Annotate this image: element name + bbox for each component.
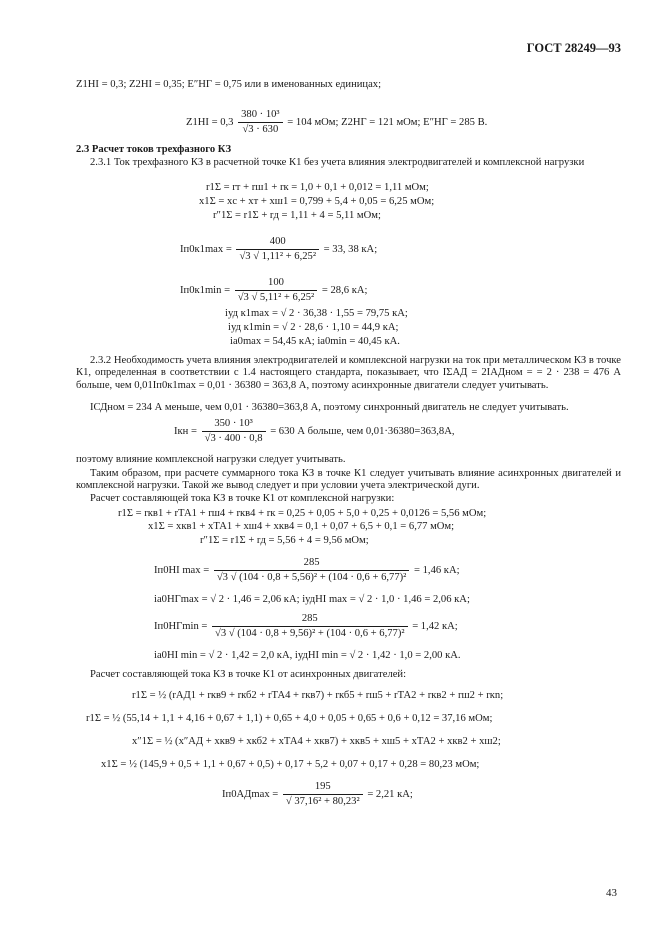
denominator: √3 √ 5,11² + 6,25²: [237, 292, 315, 303]
document-code: ГОСТ 28249—93: [526, 41, 621, 55]
denominator: √ 37,16² + 80,23²: [285, 796, 360, 807]
equation-r1-arc-load: r″1Σ = r1Σ + rд = 5,56 + 4 = 9,56 мОм;: [200, 535, 369, 546]
denominator: √3 · 630: [242, 124, 279, 135]
eq-lhs: Iп0НГmin =: [154, 620, 208, 632]
numerator: 285: [212, 613, 408, 627]
base-values-line: Z1НI = 0,3; Z2НI = 0,35; E″НГ = 0,75 или в именованных единицах;: [76, 79, 382, 90]
fraction: [235, 277, 318, 304]
conclusion-paragraph: Таким образом, при расчете суммарного тока КЗ в точке К1 следует учитывать влияние асинхронных двигателей и комплексной нагрузки. Такой же вывод следует и при условии учета электрической дуги.: [76, 468, 621, 492]
denominator: √3 √ (104 · 0,8 + 9,56)² + (104 · 0,6 + 6,77)²: [215, 628, 405, 639]
equation-r1: r1Σ = rт + rш1 + rк = 1,0 + 0,1 + 0,012 = 1,11 мОм;: [206, 182, 429, 193]
numerator: 195: [283, 781, 363, 795]
fraction: [202, 418, 266, 445]
synchronous-motor-note: IСДном = 234 А меньше, чем 0,01 · 36380=363,8 А, поэтому синхронный двигатель не следует учитывать.: [90, 402, 569, 413]
equation-ia0-iud-max: iа0НГmax = √ 2 · 1,46 = 2,06 кА; iудНI max = √ 2 · 1,0 · 1,46 = 2,06 кА;: [154, 594, 470, 605]
numerator: 350 · 10³: [202, 418, 266, 432]
fraction: [212, 613, 408, 640]
eq-rhs: = 1,46 кА;: [414, 564, 460, 576]
equation-ip0ng-min: [154, 613, 458, 640]
denominator: √3 · 400 · 0,8: [204, 433, 263, 444]
equation-ikn: [174, 418, 455, 445]
numerator: 400: [236, 236, 319, 250]
fraction: [283, 781, 363, 808]
eq-rhs: = 28,6 кА;: [321, 284, 368, 296]
eq-rhs: = 1,42 кА;: [412, 620, 458, 632]
equation-x1-load: x1Σ = xкв1 + xТА1 + xш4 + xкв4 = 0,1 + 0,07 + 6,5 + 0,1 = 6,77 мОм;: [148, 521, 455, 532]
eq-lhs: Iп0НI max =: [154, 564, 210, 576]
equation-iud-max: iуд к1max = √ 2 · 36,38 · 1,55 = 79,75 кА;: [225, 308, 408, 319]
complex-load-calc-heading: Расчет составляющей тока КЗ в точке К1 от комплексной нагрузки:: [90, 493, 395, 504]
eq-rhs: = 33, 38 кА;: [323, 243, 378, 255]
eq-rhs: = 104 мОм; Z2НГ = 121 мОм; E″НГ = 285 В.: [287, 116, 488, 128]
eq-lhs: Z1НI = 0,3: [186, 116, 234, 128]
equation-ia0-iud-min: iа0НI min = √ 2 · 1,42 = 2,0 кА, iудНI min = √ 2 · 1,42 · 1,0 = 2,00 кА.: [154, 650, 461, 661]
eq-lhs: Iкн =: [174, 425, 197, 437]
eq-rhs: = 2,21 кА;: [367, 788, 413, 800]
denominator: √3 √ (104 · 0,8 + 5,56)² + (104 · 0,6 + 6,77)²: [216, 572, 407, 583]
eq-lhs: Iп0АДmax =: [222, 788, 279, 800]
equation-r1-motors: r1Σ = ½ (rАД1 + rкв9 + rкб2 + rТА4 + rкв7) + rкб5 + rш5 + rТА2 + rкв2 + rш2 + rкn;: [132, 690, 504, 701]
paragraph-2-3-1: 2.3.1 Ток трехфазного КЗ в расчетной точке К1 без учета влияния электродвигателей и комплексной нагрузки: [90, 157, 585, 168]
paragraph-2-3-2: 2.3.2 Необходимость учета влияния электродвигателей и комплексной нагрузки на ток при металлическом КЗ в точке К1, определенная в соответствии с 1.4 настоящего стандарта, показывает, что IΣАД = 2IАДном = = 2 · 238 = 476 А больше, чем 0,01Iп0к1max = 0,01 · 36380 = 363,8 А, поэтому асинхронные двигатели следует учитывать.: [76, 355, 621, 391]
fraction: [214, 557, 410, 584]
impedance-equation: [186, 109, 487, 136]
equation-x1-motors-values: x1Σ = ½ (145,9 + 0,5 + 1,1 + 0,67 + 0,5) + 0,17 + 5,2 + 0,07 + 0,17 + 0,28 = 80,23 мОм;: [101, 759, 480, 770]
equation-ip0ad-max: [222, 781, 413, 808]
numerator: 285: [214, 557, 410, 571]
equation-ip0k1max: [180, 236, 377, 263]
numerator: 380 · 10³: [238, 109, 283, 123]
eq-lhs: Iп0к1max =: [180, 243, 232, 255]
complex-load-note: поэтому влияние комплексной нагрузки следует учитывать.: [76, 454, 346, 465]
equation-r1-load: r1Σ = rкв1 + rТА1 + rш4 + rкв4 + rк = 0,25 + 0,05 + 5,0 + 0,25 + 0,0126 = 5,56 мОм;: [118, 508, 487, 519]
motor-calc-heading: Расчет составляющей тока КЗ в точке К1 от асинхронных двигателей:: [90, 669, 407, 680]
fraction: [236, 236, 319, 263]
equation-r1-arc: r″1Σ = r1Σ + rд = 1,11 + 4 = 5,11 мОм;: [213, 210, 381, 221]
eq-lhs: Iп0к1min =: [180, 284, 231, 296]
page-number: 43: [606, 887, 617, 899]
equation-ia0: iа0max = 54,45 кА; iа0min = 40,45 кА.: [230, 336, 400, 347]
equation-ip0k1min: [180, 277, 367, 304]
numerator: 100: [235, 277, 318, 291]
eq-rhs: = 630 А больше, чем 0,01·36380=363,8А,: [270, 425, 455, 437]
equation-iud-min: iуд к1min = √ 2 · 28,6 · 1,10 = 44,9 кА;: [228, 322, 399, 333]
equation-x1: x1Σ = xс + xт + xш1 = 0,799 + 5,4 + 0,05 = 6,25 мОм;: [199, 196, 435, 207]
equation-r1-motors-values: r1Σ = ½ (55,14 + 1,1 + 4,16 + 0,67 + 1,1) + 0,65 + 4,0 + 0,05 + 0,65 + 0,6 + 0,12 = 37,16 мОм;: [86, 713, 493, 724]
equation-x1-motors: x″1Σ = ½ (x″АД + xкв9 + xкб2 + xТА4 + xкв7) + xкв5 + xш5 + xТА2 + xкв2 + xш2;: [132, 736, 501, 747]
equation-ip0ni-max: [154, 557, 460, 584]
denominator: √3 √ 1,11² + 6,25²: [239, 251, 316, 262]
section-heading: 2.3 Расчет токов трехфазного КЗ: [76, 144, 232, 155]
fraction: [238, 109, 283, 136]
